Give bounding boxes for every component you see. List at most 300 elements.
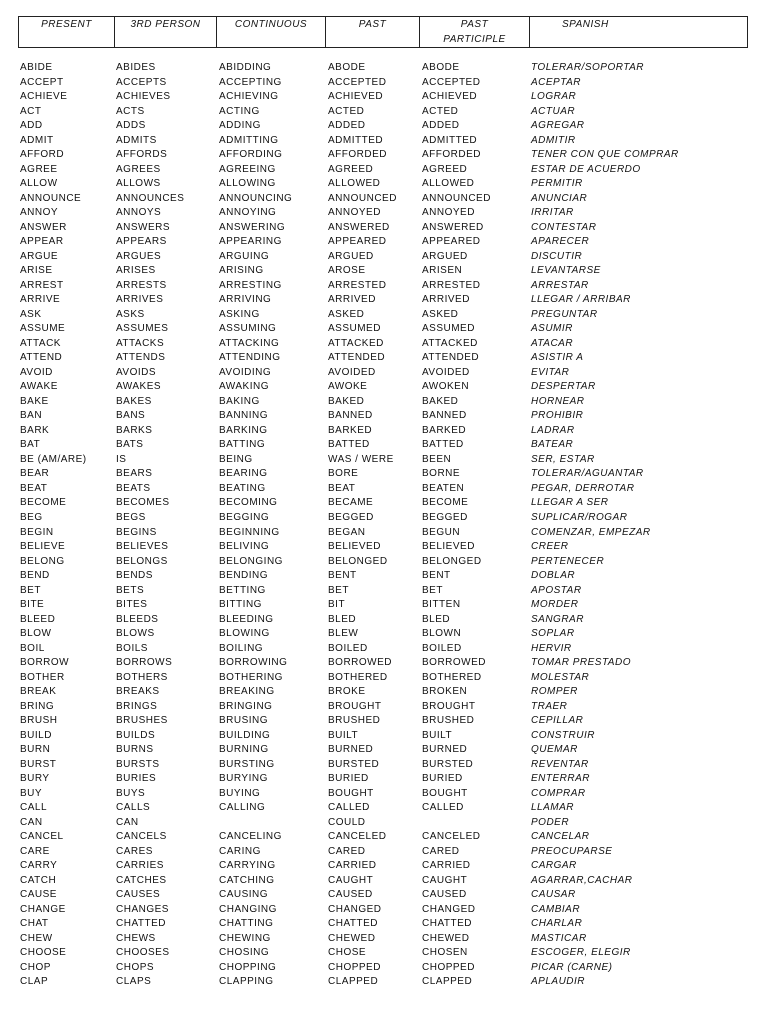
spanish-cell: PERMITIR [531,178,583,190]
past-cell: CHOSE [328,947,367,959]
table-row [0,250,768,265]
third-person-cell: CARES [116,845,153,857]
third-person-cell: CANCELS [116,831,167,843]
past-cell: BORROWED [328,657,392,669]
continuous-cell: BURYING [219,773,268,785]
past-cell: ATTENDED [328,352,386,364]
spanish-cell: DOBLAR [531,570,576,582]
table-row [0,61,768,76]
past-participle-cell: APPEARED [422,236,481,248]
present-cell: AFFORD [20,149,65,161]
continuous-cell: BEATING [219,482,266,494]
header-past-participle-line1: PAST [460,19,489,30]
present-cell: ADD [20,120,43,132]
past-participle-cell: BANNED [422,410,467,422]
past-participle-cell: ASKED [422,308,459,320]
third-person-cell: CALLS [116,802,151,814]
continuous-cell: ABIDDING [219,62,272,73]
past-cell: BOILED [328,642,368,654]
present-cell: BORROW [20,657,70,669]
past-participle-cell: ATTACKED [422,337,478,349]
third-person-cell: CAUSES [116,889,161,901]
third-person-cell: BEATS [116,482,151,494]
spanish-cell: LLAMAR [531,802,575,814]
continuous-cell: BANNING [219,410,269,422]
past-cell: BORE [328,468,359,480]
continuous-cell: CALLING [219,802,266,814]
present-cell: CARRY [20,860,58,872]
present-cell: BARK [20,424,50,436]
present-cell: BELONG [20,555,65,567]
present-cell: CANCEL [20,831,64,843]
spanish-cell: ADMITIR [531,134,576,146]
continuous-cell: BEING [219,453,253,465]
present-cell: ADMIT [20,134,54,146]
past-cell: BURNED [328,744,374,756]
table-row [0,540,768,555]
past-cell: CAUSED [328,889,373,901]
continuous-cell: BELIVING [219,541,270,553]
present-cell: BOTHER [20,671,65,683]
third-person-cell: ARISES [116,265,156,277]
spanish-cell: ESCOGER, ELEGIR [531,947,631,959]
third-person-cell: BOILS [116,642,148,654]
continuous-cell: CHEWING [219,932,271,944]
continuous-cell: ATTACKING [219,337,280,349]
past-participle-cell: AFFORDED [422,149,481,161]
past-cell: AROSE [328,265,366,277]
third-person-cell: CHOPS [116,961,155,973]
present-cell: CATCH [20,874,57,886]
third-person-cell: BURSTS [116,758,160,770]
spanish-cell: PERTENECER [531,555,605,567]
header-past: PAST [326,17,420,48]
spanish-cell: HORNEAR [531,395,585,407]
table-row [0,642,768,657]
table-row [0,555,768,570]
past-participle-cell: CHATTED [422,918,472,930]
table-row [0,917,768,932]
past-cell: ADDED [328,120,366,132]
past-cell: CARED [328,845,366,857]
past-cell: BROKE [328,686,366,698]
table-row [0,163,768,178]
past-participle-cell: CHEWED [422,932,470,944]
table-row [0,134,768,149]
present-cell: BRING [20,700,55,712]
third-person-cell: BORROWS [116,657,173,669]
past-participle-cell: BITTEN [422,599,461,611]
present-cell: ANNOY [20,207,59,219]
continuous-cell: ACHIEVING [219,91,279,103]
continuous-cell: BOTHERING [219,671,283,683]
present-cell: BEG [20,511,43,523]
continuous-cell: AGREEING [219,163,276,175]
table-row [0,685,768,700]
table-row [0,816,768,831]
past-participle-cell: ACTED [422,105,459,117]
spanish-cell: CAUSAR [531,889,576,901]
spanish-cell: TOLERAR/AGUANTAR [531,468,644,480]
spanish-cell: TOMAR PRESTADO [531,657,631,669]
spanish-cell: DISCUTIR [531,250,583,262]
past-cell: BEAT [328,482,356,494]
spanish-cell: CANCELAR [531,831,590,843]
spanish-cell: EVITAR [531,366,570,378]
table-row [0,424,768,439]
third-person-cell: ACCEPTS [116,76,167,88]
present-cell: BURST [20,758,57,770]
third-person-cell: BURNS [116,744,154,756]
present-cell: CARE [20,845,50,857]
third-person-cell: ARRESTS [116,279,167,291]
table-row [0,671,768,686]
header-continuous: CONTINUOUS [217,17,326,48]
present-cell: CAN [20,816,43,828]
table-row [0,975,768,990]
present-cell: ALLOW [20,178,58,190]
present-cell: CHANGE [20,903,66,915]
past-cell: COULD [328,816,366,828]
continuous-cell: ANSWERING [219,221,286,233]
table-row [0,206,768,221]
continuous-cell: BRUSING [219,715,269,727]
table-row [0,830,768,845]
past-cell: ASSUMED [328,323,381,335]
spanish-cell: LOGRAR [531,91,577,103]
past-participle-cell: BENT [422,570,451,582]
past-cell: AFFORDED [328,149,387,161]
continuous-cell: APPEARING [219,236,282,248]
past-participle-cell: CALLED [422,802,464,814]
continuous-cell: BOILING [219,642,264,654]
spanish-cell: ASISTIR A [531,352,584,364]
present-cell: ACCEPT [20,76,64,88]
third-person-cell: ATTACKS [116,337,165,349]
present-cell: ARRIVE [20,294,61,306]
past-cell: ASKED [328,308,365,320]
continuous-cell: ARRIVING [219,294,272,306]
table-row [0,569,768,584]
past-participle-cell: ARGUED [422,250,468,262]
table-row [0,337,768,352]
continuous-cell: BLEEDING [219,613,274,625]
third-person-cell: BITES [116,599,148,611]
table-row [0,714,768,729]
past-participle-cell: BARKED [422,424,467,436]
past-cell: BAKED [328,395,365,407]
present-cell: ACT [20,105,42,117]
continuous-cell: ANNOYING [219,207,277,219]
past-cell: BELIEVED [328,541,381,553]
continuous-cell: BEARING [219,468,268,480]
table-row [0,105,768,120]
past-participle-cell: ABODE [422,62,460,73]
spanish-cell: COMENZAR, EMPEZAR [531,526,651,538]
present-cell: BE (AM/ARE) [20,453,87,465]
past-participle-cell: BROKEN [422,686,468,698]
continuous-cell: BORROWING [219,657,288,669]
spanish-cell: HERVIR [531,642,572,654]
present-cell: CHOP [20,961,51,973]
table-row [0,467,768,482]
header-third-person: 3RD PERSON [115,17,217,48]
spanish-cell: SUPLICAR/ROGAR [531,511,628,523]
present-cell: CALL [20,802,48,814]
continuous-cell: CHATTING [219,918,274,930]
continuous-cell: CHOPPING [219,961,277,973]
third-person-cell: BEARS [116,468,153,480]
spanish-cell: PICAR (CARNE) [531,961,613,973]
table-row [0,308,768,323]
spanish-cell: ENTERRAR [531,773,591,785]
table-row [0,946,768,961]
continuous-cell: BREAKING [219,686,275,698]
third-person-cell: AVOIDS [116,366,157,378]
present-cell: BRUSH [20,715,58,727]
continuous-cell: CANCELING [219,831,282,843]
spanish-cell: CARGAR [531,860,577,872]
table-row [0,511,768,526]
third-person-cell: ANNOUNCES [116,192,185,204]
past-participle-cell: ANNOUNCED [422,192,491,204]
table-row [0,221,768,236]
third-person-cell: BAKES [116,395,152,407]
past-participle-cell: BAKED [422,395,459,407]
verb-list [0,61,768,990]
third-person-cell: CARRIES [116,860,164,872]
continuous-cell: AWAKING [219,381,269,393]
past-participle-cell: BELONGED [422,555,482,567]
third-person-cell: ACHIEVES [116,91,171,103]
continuous-cell: ADDING [219,120,261,132]
continuous-cell: BUILDING [219,729,271,741]
past-participle-cell: ATTENDED [422,352,480,364]
past-cell: BUILT [328,729,359,741]
past-participle-cell: CARED [422,845,460,857]
past-cell: BEGGED [328,511,374,523]
continuous-cell: CATCHING [219,874,275,886]
continuous-cell: ACCEPTING [219,76,282,88]
past-cell: CAUGHT [328,874,374,886]
spanish-cell: CEPILLAR [531,715,584,727]
spanish-cell: LLEGAR A SER [531,497,609,509]
past-participle-cell: CLAPPED [422,976,473,988]
past-cell: BRUSHED [328,715,381,727]
continuous-cell: ATTENDING [219,352,281,364]
table-row [0,613,768,628]
continuous-cell: ACTING [219,105,260,117]
past-cell: ANNOUNCED [328,192,397,204]
present-cell: CAUSE [20,889,57,901]
past-participle-cell: CAUSED [422,889,467,901]
past-cell: ABODE [328,62,366,73]
third-person-cell: BATS [116,439,144,451]
spanish-cell: MORDER [531,599,579,611]
table-row [0,801,768,816]
continuous-cell: CAUSING [219,889,269,901]
spanish-cell: LLEGAR / ARRIBAR [531,294,631,306]
past-participle-cell: CANCELED [422,831,481,843]
present-cell: BURN [20,744,51,756]
past-participle-cell: ANSWERED [422,221,484,233]
present-cell: AGREE [20,163,58,175]
past-cell: ACCEPTED [328,76,387,88]
table-row [0,700,768,715]
table-row [0,584,768,599]
continuous-cell: BETTING [219,584,266,596]
table-row [0,351,768,366]
table-row [0,598,768,613]
spanish-cell: SANGRAR [531,613,584,625]
third-person-cell: BUYS [116,787,146,799]
continuous-cell: AVOIDING [219,366,272,378]
past-participle-cell: BEEN [422,453,452,465]
third-person-cell: CHEWS [116,932,156,944]
table-row [0,758,768,773]
third-person-cell: ARGUES [116,250,162,262]
third-person-cell: CLAPS [116,976,152,988]
past-cell: AWOKE [328,381,368,393]
table-row [0,743,768,758]
present-cell: BELIEVE [20,541,66,553]
continuous-cell: ASSUMING [219,323,277,335]
past-participle-cell: ARRIVED [422,294,470,306]
table-row [0,888,768,903]
past-participle-cell: ADMITTED [422,134,478,146]
past-participle-cell: BEATEN [422,482,465,494]
present-cell: ARISE [20,265,53,277]
table-row [0,192,768,207]
third-person-cell: BREAKS [116,686,160,698]
table-row [0,438,768,453]
table-row [0,874,768,889]
third-person-cell: ABIDES [116,62,156,73]
table-row [0,453,768,468]
spanish-cell: TENER CON QUE COMPRAR [531,149,679,161]
past-cell: BANNED [328,410,373,422]
header-spanish: SPANISH [530,17,748,48]
present-cell: CHOOSE [20,947,67,959]
past-participle-cell: BRUSHED [422,715,475,727]
past-cell: ALLOWED [328,178,381,190]
spanish-cell: MASTICAR [531,932,587,944]
past-cell: CLAPPED [328,976,379,988]
continuous-cell: CHANGING [219,903,277,915]
table-row [0,380,768,395]
third-person-cell: AGREES [116,163,161,175]
third-person-cell: CATCHES [116,874,167,886]
past-participle-cell: CAUGHT [422,874,468,886]
past-cell: ANNOYED [328,207,381,219]
spanish-cell: LADRAR [531,424,575,436]
third-person-cell: CHANGES [116,903,169,915]
continuous-cell: ARRESTING [219,279,282,291]
table-row [0,148,768,163]
continuous-cell: BURNING [219,744,269,756]
past-participle-cell: CHANGED [422,903,476,915]
spanish-cell: PREGUNTAR [531,308,598,320]
past-participle-cell: ADDED [422,120,460,132]
past-participle-cell: BATTED [422,439,464,451]
past-cell: CHATTED [328,918,378,930]
third-person-cell: ANSWERS [116,221,171,233]
third-person-cell: BUILDS [116,729,156,741]
continuous-cell: ASKING [219,308,260,320]
past-cell: CHOPPED [328,961,381,973]
table-row [0,76,768,91]
continuous-cell: BUYING [219,787,261,799]
present-cell: ABIDE [20,62,53,73]
continuous-cell: BURSTING [219,758,275,770]
present-cell: ATTEND [20,352,63,364]
present-cell: BET [20,584,41,596]
present-cell: AWAKE [20,381,58,393]
third-person-cell: BENDS [116,570,153,582]
present-cell: BAKE [20,395,49,407]
continuous-cell: BENDING [219,570,269,582]
third-person-cell: AFFORDS [116,149,168,161]
past-cell: ATTACKED [328,337,384,349]
continuous-cell: BRINGING [219,700,273,712]
third-person-cell: IS [116,453,127,465]
spanish-cell: CONTESTAR [531,221,597,233]
present-cell: ARGUE [20,250,59,262]
past-cell: CALLED [328,802,370,814]
table-row [0,859,768,874]
spanish-cell: ACTUAR [531,105,576,117]
continuous-cell: BECOMING [219,497,278,509]
table-row [0,845,768,860]
present-cell: BUY [20,787,43,799]
past-participle-cell: ACCEPTED [422,76,481,88]
past-participle-cell: ASSUMED [422,323,475,335]
present-cell: BREAK [20,686,57,698]
present-cell: AVOID [20,366,53,378]
spanish-cell: CHARLAR [531,918,583,930]
table-row [0,627,768,642]
continuous-cell: BEGINNING [219,526,280,538]
third-person-cell: ANNOYS [116,207,162,219]
third-person-cell: ASKS [116,308,145,320]
table-row [0,772,768,787]
past-cell: BENT [328,570,357,582]
past-cell: BURIED [328,773,369,785]
past-participle-cell: BURNED [422,744,468,756]
present-cell: APPEAR [20,236,64,248]
present-cell: BEAT [20,482,48,494]
past-participle-cell: BOTHERED [422,671,482,683]
table-row [0,409,768,424]
spanish-cell: PROHIBIR [531,410,584,422]
spanish-cell: CREER [531,541,569,553]
continuous-cell: BATTING [219,439,266,451]
table-row [0,729,768,744]
continuous-cell: CARING [219,845,261,857]
past-participle-cell: CHOPPED [422,961,475,973]
spanish-cell: ESTAR DE ACUERDO [531,163,641,175]
third-person-cell: BELONGS [116,555,168,567]
present-cell: ACHIEVE [20,91,68,103]
past-participle-cell: BLED [422,613,451,625]
table-row [0,235,768,250]
continuous-cell: ARGUING [219,250,270,262]
past-cell: ACTED [328,105,365,117]
present-cell: CHEW [20,932,53,944]
spanish-cell: PREOCUPARSE [531,845,613,857]
past-participle-cell: BURSTED [422,758,474,770]
spanish-cell: AGARRAR,CACHAR [531,874,633,886]
